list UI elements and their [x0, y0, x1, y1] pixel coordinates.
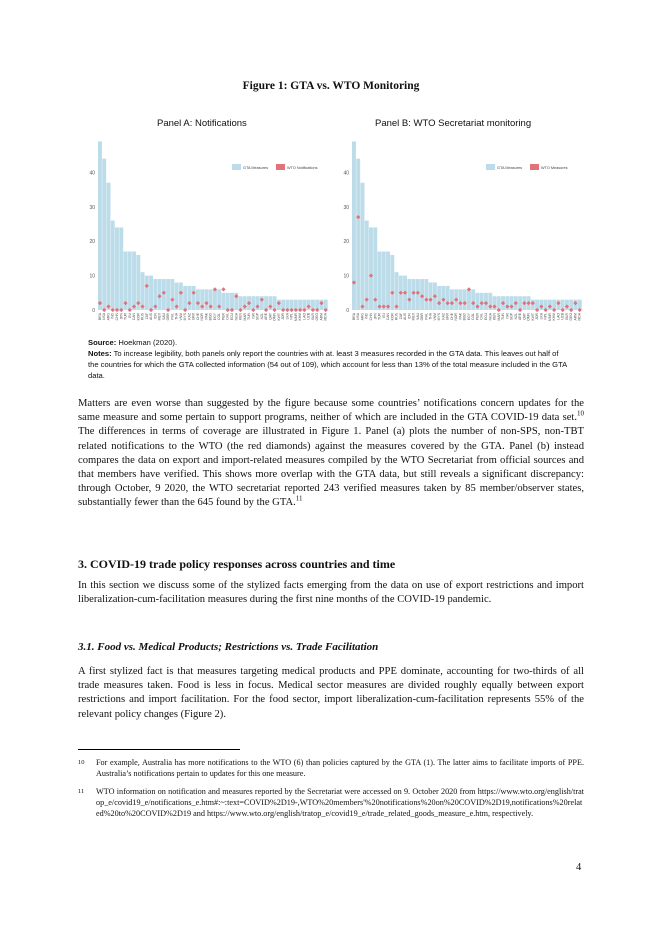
bar-TUR — [378, 252, 382, 310]
x-tick-label-KEN: KEN — [238, 313, 243, 320]
x-tick-label-LAO: LAO — [302, 313, 307, 320]
x-tick-label-QAT: QAT — [522, 313, 527, 320]
x-tick-label-GBR: GBR — [166, 313, 171, 321]
bar-UKR — [192, 286, 196, 310]
x-tick-label-ISR: ISR — [505, 313, 510, 319]
bar-CHN — [115, 227, 119, 310]
bar-GBR — [166, 279, 170, 310]
x-tick-label-BGD: BGD — [462, 313, 467, 321]
x-tick-label-CAN: CAN — [132, 313, 137, 321]
bar-VNM — [179, 282, 183, 310]
bar-ECU — [230, 293, 234, 310]
x-tick-label-USA: USA — [356, 313, 361, 320]
bar-USA — [356, 159, 360, 310]
x-tick-label-EU: EU — [127, 313, 132, 318]
bar-ZAF — [145, 276, 149, 310]
x-tick-label-ISR: ISR — [251, 313, 256, 319]
bar-CHN — [369, 227, 373, 310]
bar-UKR — [446, 286, 450, 310]
bar-ARG — [107, 183, 111, 310]
x-tick-label-PHL: PHL — [424, 313, 429, 320]
x-tick-label-USA: USA — [102, 313, 107, 320]
x-tick-label-CHL: CHL — [479, 313, 484, 320]
bar-IDN — [407, 279, 411, 310]
bar-RUS — [141, 272, 145, 310]
x-tick-label-PER: PER — [221, 313, 226, 320]
bar-PER — [222, 293, 226, 310]
notes-text: To increase legibility, both panels only report the countries with at. least 3 measures recorded in the GTA data. This leaves out half of the countries for which the GTA collected information (54 out of 109), which account for less than 13% of the total measure included in the GTA data. — [88, 349, 567, 380]
x-tick-label-KWT: KWT — [276, 313, 281, 321]
x-tick-label-UZB: UZB — [560, 313, 565, 320]
x-tick-label-ECU: ECU — [229, 313, 234, 321]
x-tick-label-TUN: TUN — [501, 313, 506, 320]
bar-COL — [471, 289, 475, 310]
x-tick-label-TUR: TUR — [377, 313, 382, 320]
bar-CAN — [386, 252, 390, 310]
bar-CHE — [450, 289, 454, 310]
footnote-text: For example, Australia has more notifications to the WTO (6) than policies captured by the GTA (1). The latter aims to facilitate imports of PPE. Australia’s notifications pertain to updates for this one measure. — [96, 758, 584, 778]
x-tick-label-CHN: CHN — [368, 313, 373, 321]
bar-ARG — [361, 183, 365, 310]
footnote-number: 11 — [78, 788, 85, 795]
y-tick-label-20: 20 — [343, 239, 349, 246]
figure-notes — [88, 337, 568, 381]
panel-b-chart — [338, 132, 584, 330]
x-tick-label-CHE: CHE — [449, 313, 454, 321]
bar-KAZ — [187, 286, 191, 310]
bar-EU — [128, 252, 132, 310]
notes-label: Notes: — [88, 349, 112, 358]
x-tick-label-QAT: QAT — [268, 313, 273, 320]
x-tick-label-KAZ: KAZ — [187, 313, 192, 320]
x-tick-label-MEX: MEX — [157, 313, 162, 321]
y-tick-label-40: 40 — [343, 170, 349, 177]
figure-title: Figure 1: GTA vs. WTO Monitoring — [242, 80, 420, 92]
bar-EGY — [213, 289, 217, 310]
bar-BRA — [98, 141, 102, 310]
y-tick-label-30: 30 — [343, 204, 349, 211]
legend-swatch-marker — [530, 164, 539, 170]
x-tick-label-LKA: LKA — [285, 313, 290, 320]
x-tick-label-KOR: KOR — [136, 313, 141, 321]
section-heading: 3. COVID-19 trade policy responses across countries and time — [78, 557, 396, 571]
x-tick-label-JPN: JPN — [119, 313, 124, 320]
footnote-10 — [78, 757, 584, 779]
x-tick-label-ARG: ARG — [360, 313, 365, 321]
x-tick-label-ZAF: ZAF — [398, 313, 403, 320]
x-tick-label-NPL: NPL — [543, 313, 548, 320]
x-tick-label-NPL: NPL — [289, 313, 294, 320]
x-tick-label-SAU: SAU — [415, 313, 420, 320]
x-tick-label-ZAF: ZAF — [144, 313, 149, 320]
x-tick-label-LKA: LKA — [539, 313, 544, 320]
x-tick-label-MDA: MDA — [323, 313, 328, 321]
x-tick-label-NZL: NZL — [259, 313, 264, 320]
x-tick-label-OMN: OMN — [526, 313, 531, 321]
x-tick-label-MYS: MYS — [437, 313, 442, 321]
x-tick-label-ARE: ARE — [264, 313, 269, 320]
x-tick-label-KEN: KEN — [492, 313, 497, 320]
legend-label-marker: WTO Measures — [541, 166, 568, 170]
x-tick-label-JOR: JOR — [281, 313, 286, 320]
x-tick-label-OMN: OMN — [272, 313, 277, 321]
x-tick-label-SGP: SGP — [255, 313, 260, 321]
x-tick-label-CHL: CHL — [225, 313, 230, 320]
bar-RUS — [395, 272, 399, 310]
legend-label-bar: GTA Measures — [497, 166, 523, 170]
x-tick-label-GBR: GBR — [420, 313, 425, 321]
x-tick-label-UKR: UKR — [191, 313, 196, 321]
paragraph-3: A first stylized fact is that measures targeting medical products and PPE dominate, accounting for two-thirds of all trade measures taken. Food is less in focus. Medical sector measures are divided roughly equally between export restrictions and import facilitation. For the food sector, import liberalization-cum-facilitation represents 55% of the relevant policy changes (Figure 2). — [78, 666, 584, 720]
subsection-heading: 3.1. Food vs. Medical Products; Restrictions vs. Trade Facilitation — [78, 641, 379, 653]
x-tick-label-ARM: ARM — [319, 313, 324, 321]
y-tick-label-10: 10 — [89, 273, 95, 280]
legend-label-marker: WTO Notifications — [287, 166, 318, 170]
panel-b-title: Panel B: WTO Secretariat monitoring — [375, 118, 532, 129]
x-tick-label-IND: IND — [364, 313, 369, 319]
x-tick-label-EGY: EGY — [212, 313, 217, 321]
x-tick-label-RUS: RUS — [140, 313, 145, 321]
x-tick-label-MAR: MAR — [496, 313, 501, 321]
x-tick-label-NOR: NOR — [200, 313, 205, 321]
x-tick-label-THA: THA — [428, 313, 433, 320]
x-tick-label-PER: PER — [475, 313, 480, 320]
x-tick-label-KOR: KOR — [390, 313, 395, 321]
bar-BGD — [463, 289, 467, 310]
x-tick-label-BLR: BLR — [564, 313, 569, 320]
x-tick-label-JOR: JOR — [535, 313, 540, 320]
x-tick-label-CHE: CHE — [195, 313, 200, 321]
x-tick-label-MDA: MDA — [577, 313, 582, 321]
bar-PHL — [424, 279, 428, 310]
panel-a-title: Panel A: Notifications — [157, 118, 247, 129]
x-tick-label-PAK: PAK — [458, 313, 463, 320]
footnote-rule — [78, 749, 240, 750]
x-tick-label-PAK: PAK — [204, 313, 209, 320]
y-tick-label-0: 0 — [92, 308, 95, 314]
x-tick-label-MMR: MMR — [293, 313, 298, 322]
bar-BRA — [352, 141, 356, 310]
x-tick-label-IND: IND — [110, 313, 115, 319]
x-tick-label-RUS: RUS — [394, 313, 399, 321]
x-tick-label-PHL: PHL — [170, 313, 175, 320]
x-tick-label-EU: EU — [381, 313, 386, 318]
bar-PAK — [458, 289, 462, 310]
x-tick-label-CHN: CHN — [114, 313, 119, 321]
x-tick-label-MEX: MEX — [411, 313, 416, 321]
marker-PER — [221, 287, 225, 291]
x-tick-label-BRA: BRA — [97, 313, 102, 320]
bar-AUS — [149, 276, 153, 310]
footnote-ref-10[interactable]: 10 — [577, 409, 584, 418]
x-tick-label-ARG: ARG — [106, 313, 111, 321]
paragraph-2: In this section we discuss some of the stylized facts emerging from the data on use of export restrictions and import liberalization-cum-facilitation measures during the first nine months of the COVID-19 pandemic. — [78, 580, 584, 606]
y-tick-label-40: 40 — [89, 170, 95, 177]
legend-swatch-bar — [232, 164, 241, 170]
x-tick-label-KWT: KWT — [530, 313, 535, 321]
x-tick-label-KHM: KHM — [552, 313, 557, 321]
bar-CHE — [196, 289, 200, 310]
figure-source — [88, 337, 568, 348]
x-tick-label-MYS: MYS — [183, 313, 188, 321]
y-tick-label-0: 0 — [346, 308, 349, 314]
x-tick-label-TUN: TUN — [247, 313, 252, 320]
x-tick-label-ECU: ECU — [483, 313, 488, 321]
x-tick-label-NOR: NOR — [454, 313, 459, 321]
bar-CAN — [132, 252, 136, 310]
figure-note-text — [88, 348, 568, 381]
x-tick-label-AUS: AUS — [149, 313, 154, 320]
x-tick-label-GEO: GEO — [569, 313, 574, 321]
x-tick-label-AUS: AUS — [403, 313, 408, 320]
bar-IND — [111, 221, 115, 310]
x-tick-label-EGY: EGY — [466, 313, 471, 321]
y-tick-label-20: 20 — [89, 239, 95, 246]
x-tick-label-IDN: IDN — [407, 313, 412, 319]
bar-EU — [382, 252, 386, 310]
x-tick-label-SAU: SAU — [161, 313, 166, 320]
x-tick-label-COL: COL — [471, 313, 476, 320]
paragraph-1-text-a: Matters are even worse than suggested by the figure because some countries’ notifications concern updates for the same measure and some pertain to support programs, neither of which are included in the GTA COVID-19 data set. — [78, 398, 584, 424]
x-tick-label-BRA: BRA — [351, 313, 356, 320]
x-tick-label-CAN: CAN — [386, 313, 391, 321]
bar-PAK — [204, 289, 208, 310]
page-number: 4 — [576, 862, 582, 873]
bar-PHL — [170, 279, 174, 310]
bar-MYS — [183, 286, 187, 310]
x-tick-label-GEO: GEO — [315, 313, 320, 321]
x-tick-label-VNM: VNM — [178, 313, 183, 321]
x-tick-label-MMR: MMR — [547, 313, 552, 322]
x-tick-label-UZB: UZB — [306, 313, 311, 320]
x-tick-label-NZL: NZL — [513, 313, 518, 320]
x-tick-label-NGA: NGA — [234, 313, 239, 321]
x-tick-label-THA: THA — [174, 313, 179, 320]
footnote-text: WTO information on notification and measures reported by the Secretariat were accessed on 9. October 2020 from https://www.wto.org/english/tratop_e/covid19_e/notifications_e.htm#:~:text=COVID%2D19-,WTO%20members'%20notifications%20on%20COVID%2D19,notifications%20related%20to%20COVID%2D19 and https://www.wto.org/english/tratop_e/covid19_e/trade_related_goods_measure_e.htm, respectively. — [96, 787, 584, 818]
footnote-11 — [78, 786, 584, 819]
x-tick-label-BLR: BLR — [310, 313, 315, 320]
bar-CHL — [226, 293, 230, 310]
x-tick-label-BGD: BGD — [208, 313, 213, 321]
panel-a-chart — [84, 132, 330, 330]
legend-swatch-bar — [486, 164, 495, 170]
x-tick-label-LAO: LAO — [556, 313, 561, 320]
bar-JPN — [119, 227, 123, 310]
x-tick-label-MAR: MAR — [242, 313, 247, 321]
x-tick-label-ARE: ARE — [518, 313, 523, 320]
x-tick-label-UKR: UKR — [445, 313, 450, 321]
x-tick-label-KHM: KHM — [298, 313, 303, 321]
source-text: Hoekman (2020). — [116, 338, 178, 347]
footnote-number: 10 — [78, 759, 85, 766]
x-tick-label-IDN: IDN — [153, 313, 158, 319]
x-tick-label-KAZ: KAZ — [441, 313, 446, 320]
paragraph-1 — [78, 397, 584, 511]
y-tick-label-10: 10 — [343, 273, 349, 280]
bar-USA — [102, 159, 106, 310]
source-label: Source: — [88, 338, 117, 347]
x-tick-label-TUR: TUR — [123, 313, 128, 320]
x-tick-label-COL: COL — [217, 313, 222, 320]
x-tick-label-SGP: SGP — [509, 313, 514, 321]
bar-KOR — [390, 255, 394, 310]
paragraph-1-text-b: The differences in terms of coverage are illustrated in Figure 1. Panel (a) plots the number of non-SPS, non-TBT related notifications to the WTO (the red diamonds) against the measures covered by the GTA. Panel (b) instead compares the data on export and import-related measures compiled by the WTO Secretariat from official sources and that members have verified. This shows more overlap with the GTA data, but still reveals a significant discrepancy: through October, 9 2020, the WTO secretariat reported 243 verified measures taken by 85 member/observer states, substantially fewer than the 645 found by the GTA. — [78, 426, 584, 509]
x-tick-label-VNM: VNM — [432, 313, 437, 321]
bar-MYS — [437, 286, 441, 310]
bar-THA — [429, 282, 433, 310]
x-tick-label-NGA: NGA — [488, 313, 493, 321]
y-tick-label-30: 30 — [89, 204, 95, 211]
bar-IND — [365, 221, 369, 310]
footnote-ref-11[interactable]: 11 — [295, 494, 303, 503]
x-tick-label-JPN: JPN — [373, 313, 378, 320]
legend-swatch-marker — [276, 164, 285, 170]
bar-EGY — [467, 289, 471, 310]
x-tick-label-ARM: ARM — [573, 313, 578, 321]
legend-label-bar: GTA Measures — [243, 166, 269, 170]
